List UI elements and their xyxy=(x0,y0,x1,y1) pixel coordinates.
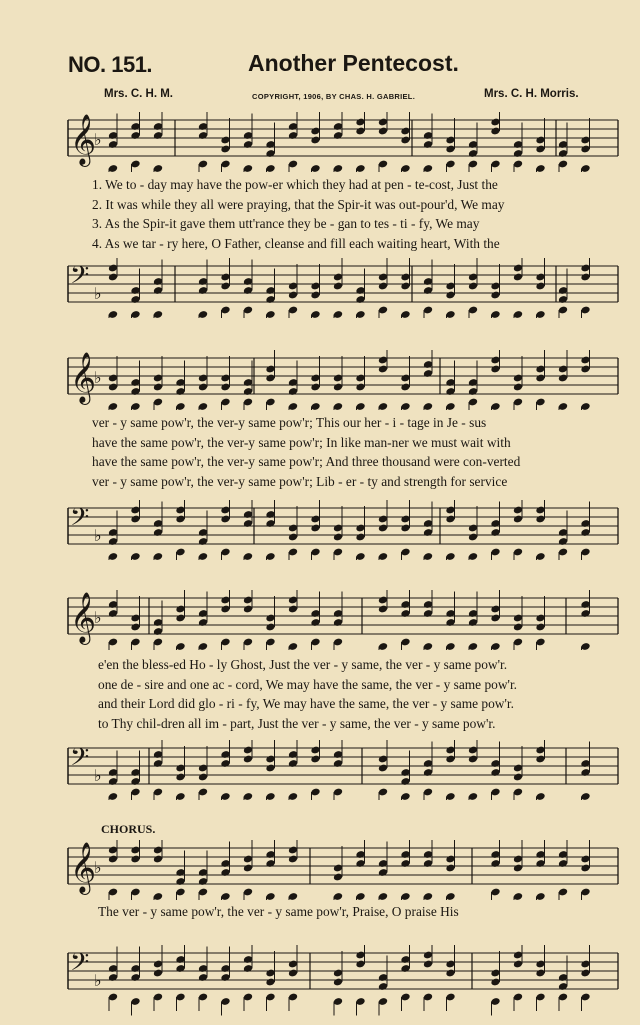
svg-text:♭: ♭ xyxy=(94,370,102,387)
lyricist-credit: Mrs. C. H. M. xyxy=(104,88,174,100)
lyrics-block-2 xyxy=(92,413,622,491)
lyric-line: 3. As the Spir-it gave them utt'rance they be - gan to tes - ti - fy, We may xyxy=(92,216,480,231)
lyrics-block-3 xyxy=(98,655,618,733)
lyric-line: e'en the bless-ed Ho - ly Ghost, Just the ver - y same, the ver - y same pow'r. xyxy=(98,657,508,672)
bass-staff-3 xyxy=(0,740,640,800)
composer-credit: Mrs. C. H. Morris. xyxy=(484,88,579,100)
lyric-line: 4. As we tar - ry here, O Father, cleanse and fill each waiting heart, With the xyxy=(92,235,500,251)
lyric-line: ver - y same pow'r, the ver-y same pow'r; Lib - er - ty and strength for service xyxy=(92,473,508,489)
svg-text:𝄢: 𝄢 xyxy=(70,503,90,538)
svg-text:♭: ♭ xyxy=(94,768,102,785)
lyric-line: have the same pow'r, the ver-y same pow'r; In like man-ner we must wait with xyxy=(92,434,511,450)
lyric-line: and their Lord did glo - ri - fy, We may have the same, the ver - y same pow'r. xyxy=(98,696,514,711)
svg-text:♭: ♭ xyxy=(94,528,102,545)
treble-staff-3 xyxy=(0,590,640,650)
copyright-notice: COPYRIGHT, 1906, BY CHAS. H. GABRIEL. xyxy=(252,92,416,101)
svg-text:♭: ♭ xyxy=(94,286,102,303)
bass-staff-chorus xyxy=(0,945,640,1025)
hymn-title: Another Pentecost. xyxy=(248,50,459,76)
lyrics-block-1 xyxy=(92,175,622,253)
svg-text:♭: ♭ xyxy=(94,973,102,990)
svg-text:𝄞: 𝄞 xyxy=(70,842,97,893)
lyric-line: 1. We to - day may have the pow-er which they had at pen - te-cost, Just the xyxy=(92,177,498,192)
svg-text:♭: ♭ xyxy=(94,132,102,149)
treble-staff-1 xyxy=(0,112,640,172)
lyrics-block-chorus xyxy=(98,902,618,922)
lyric-line: have the same pow'r, the ver-y same pow'r; And three thousand were con-verted xyxy=(92,454,521,469)
svg-text:𝄢: 𝄢 xyxy=(70,743,90,778)
hymn-number: NO. 151. xyxy=(68,52,153,77)
lyric-line: one de - sire and one ac - cord, We may have the same, the ver - y same pow'r. xyxy=(98,676,518,692)
chorus-label: CHORUS. xyxy=(101,822,156,836)
svg-text:♭: ♭ xyxy=(94,610,102,627)
bass-staff-2 xyxy=(0,500,640,560)
treble-staff-2 xyxy=(0,350,640,410)
svg-text:𝄢: 𝄢 xyxy=(70,948,90,983)
lyric-line: ver - y same pow'r, the ver-y same pow'r; This our her - i - tage in Je - sus xyxy=(92,415,487,430)
svg-text:𝄞: 𝄞 xyxy=(70,352,97,403)
lyric-line: 2. It was while they all were praying, that the Spir-it was out-pour'd, We may xyxy=(92,196,505,212)
svg-text:𝄞: 𝄞 xyxy=(70,114,97,165)
svg-text:𝄞: 𝄞 xyxy=(70,592,97,643)
lyric-line: The ver - y same pow'r, the ver - y same pow'r, Praise, O praise His xyxy=(98,904,459,919)
bass-staff-1 xyxy=(0,258,640,318)
treble-staff-chorus xyxy=(0,840,640,900)
svg-text:𝄢: 𝄢 xyxy=(70,261,90,296)
svg-text:♭: ♭ xyxy=(94,860,102,877)
lyric-line: to Thy chil-dren all im - part, Just the ver - y same, the ver - y same pow'r. xyxy=(98,715,496,731)
